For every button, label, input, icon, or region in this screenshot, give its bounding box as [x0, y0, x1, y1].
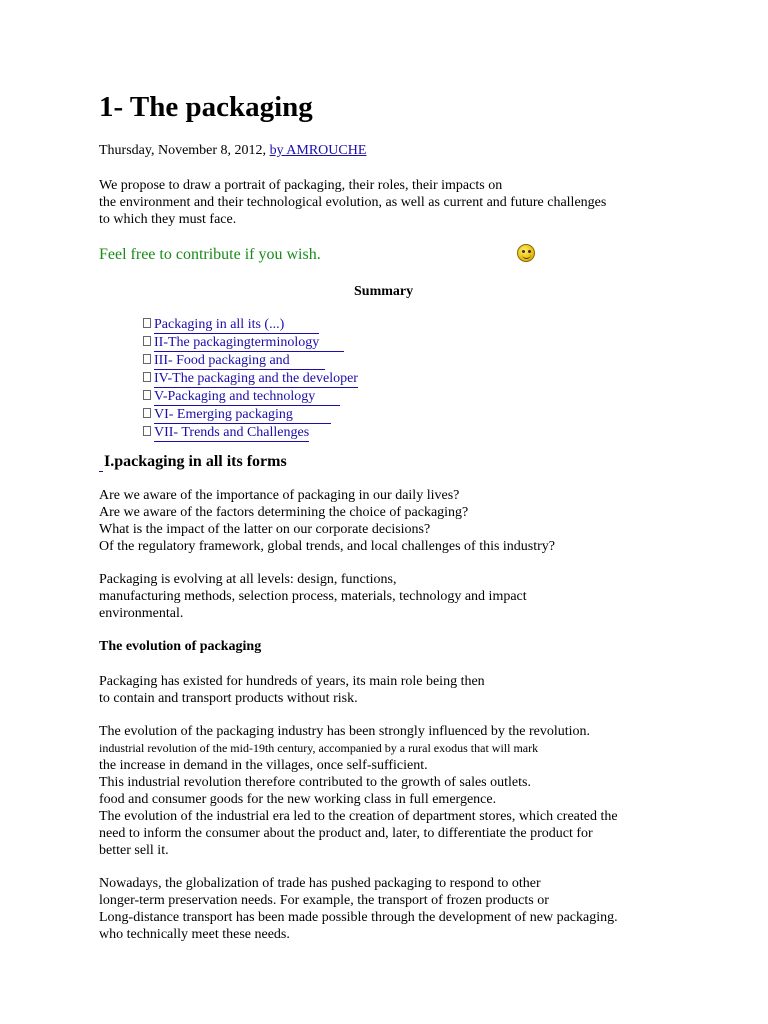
- text-line: environmental.: [99, 606, 184, 621]
- text-line: longer-term preservation needs. For example, the transport of frozen products or: [99, 893, 549, 908]
- intro-paragraph: [99, 177, 606, 228]
- section-heading-text: I.packaging in all its forms: [104, 453, 287, 470]
- text-line: food and consumer goods for the new working class in full emergence.: [99, 792, 497, 807]
- summary-heading: Summary: [354, 284, 414, 299]
- text-line: to contain and transport products without risk.: [99, 691, 358, 706]
- globalization-paragraph: [99, 875, 618, 943]
- toc-item: [143, 316, 358, 334]
- text-line: The evolution of the packaging industry has been strongly influenced by the revolution.: [99, 724, 591, 739]
- checkbox-bullet-icon: [143, 318, 151, 328]
- toc-link[interactable]: VI- Emerging packaging: [154, 407, 332, 422]
- text-line: What is the impact of the latter on our corporate decisions?: [99, 522, 431, 537]
- text-line: industrial revolution of the mid-19th century, accompanied by a rural exodus that will mark: [99, 741, 539, 755]
- industry-paragraph: [99, 723, 618, 859]
- evolving-paragraph: [99, 571, 527, 622]
- text-line: Packaging has existed for hundreds of years, its main role being then: [99, 674, 485, 689]
- page-title: 1- The packaging: [99, 91, 313, 123]
- toc-item: [143, 406, 358, 424]
- history-paragraph: [99, 673, 485, 707]
- text-line: to which they must face.: [99, 212, 237, 227]
- text-line: Long-distance transport has been made possible through the development of new packaging.: [99, 910, 618, 925]
- questions-paragraph: [99, 487, 555, 555]
- checkbox-bullet-icon: [143, 372, 151, 382]
- subsection-heading: The evolution of packaging: [99, 639, 262, 654]
- checkbox-bullet-icon: [143, 390, 151, 400]
- text-line: We propose to draw a portrait of packaging, their roles, their impacts on: [99, 178, 503, 193]
- post-date: Thursday, November 8, 2012,: [99, 143, 270, 158]
- toc-item: [143, 388, 358, 406]
- toc-item: [143, 370, 358, 388]
- text-line: the increase in demand in the villages, once self-sufficient.: [99, 758, 428, 773]
- toc-link[interactable]: V-Packaging and technology: [154, 389, 340, 404]
- text-line: the environment and their technological evolution, as well as current and future challenges: [99, 195, 607, 210]
- contribute-note: Feel free to contribute if you wish.: [99, 246, 321, 263]
- checkbox-bullet-icon: [143, 354, 151, 364]
- text-line: Are we aware of the importance of packaging in our daily lives?: [99, 488, 460, 503]
- toc-link[interactable]: IV-The packaging and the developer: [154, 371, 358, 386]
- text-line: Are we aware of the factors determining the choice of packaging?: [99, 505, 469, 520]
- post-meta: [99, 143, 366, 159]
- author-link[interactable]: by AMROUCHE: [269, 143, 367, 158]
- toc-item: [143, 334, 358, 352]
- checkbox-bullet-icon: [143, 336, 151, 346]
- table-of-contents: [143, 316, 358, 442]
- toc-item: [143, 424, 358, 442]
- text-line: manufacturing methods, selection process, materials, technology and impact: [99, 589, 527, 604]
- toc-link[interactable]: VII- Trends and Challenges: [154, 425, 310, 440]
- section-heading: [99, 453, 287, 472]
- text-line: who technically meet these needs.: [99, 927, 290, 942]
- text-line: Nowadays, the globalization of trade has pushed packaging to respond to other: [99, 876, 541, 891]
- wink-smiley-icon: [517, 244, 535, 262]
- text-line: This industrial revolution therefore contributed to the growth of sales outlets.: [99, 775, 531, 790]
- toc-item: [143, 352, 358, 370]
- toc-link[interactable]: III- Food packaging and: [154, 353, 325, 368]
- text-line: The evolution of the industrial era led to the creation of department stores, which created the: [99, 809, 618, 824]
- toc-link[interactable]: Packaging in all its (...): [154, 317, 320, 332]
- anchor-link[interactable]: [99, 453, 103, 472]
- checkbox-bullet-icon: [143, 426, 151, 436]
- text-line: Packaging is evolving at all levels: design, functions,: [99, 572, 397, 587]
- text-line: better sell it.: [99, 843, 169, 858]
- text-line: Of the regulatory framework, global trends, and local challenges of this industry?: [99, 539, 556, 554]
- checkbox-bullet-icon: [143, 408, 151, 418]
- text-line: need to inform the consumer about the product and, later, to differentiate the product for: [99, 826, 593, 841]
- toc-link[interactable]: II-The packagingterminology: [154, 335, 344, 350]
